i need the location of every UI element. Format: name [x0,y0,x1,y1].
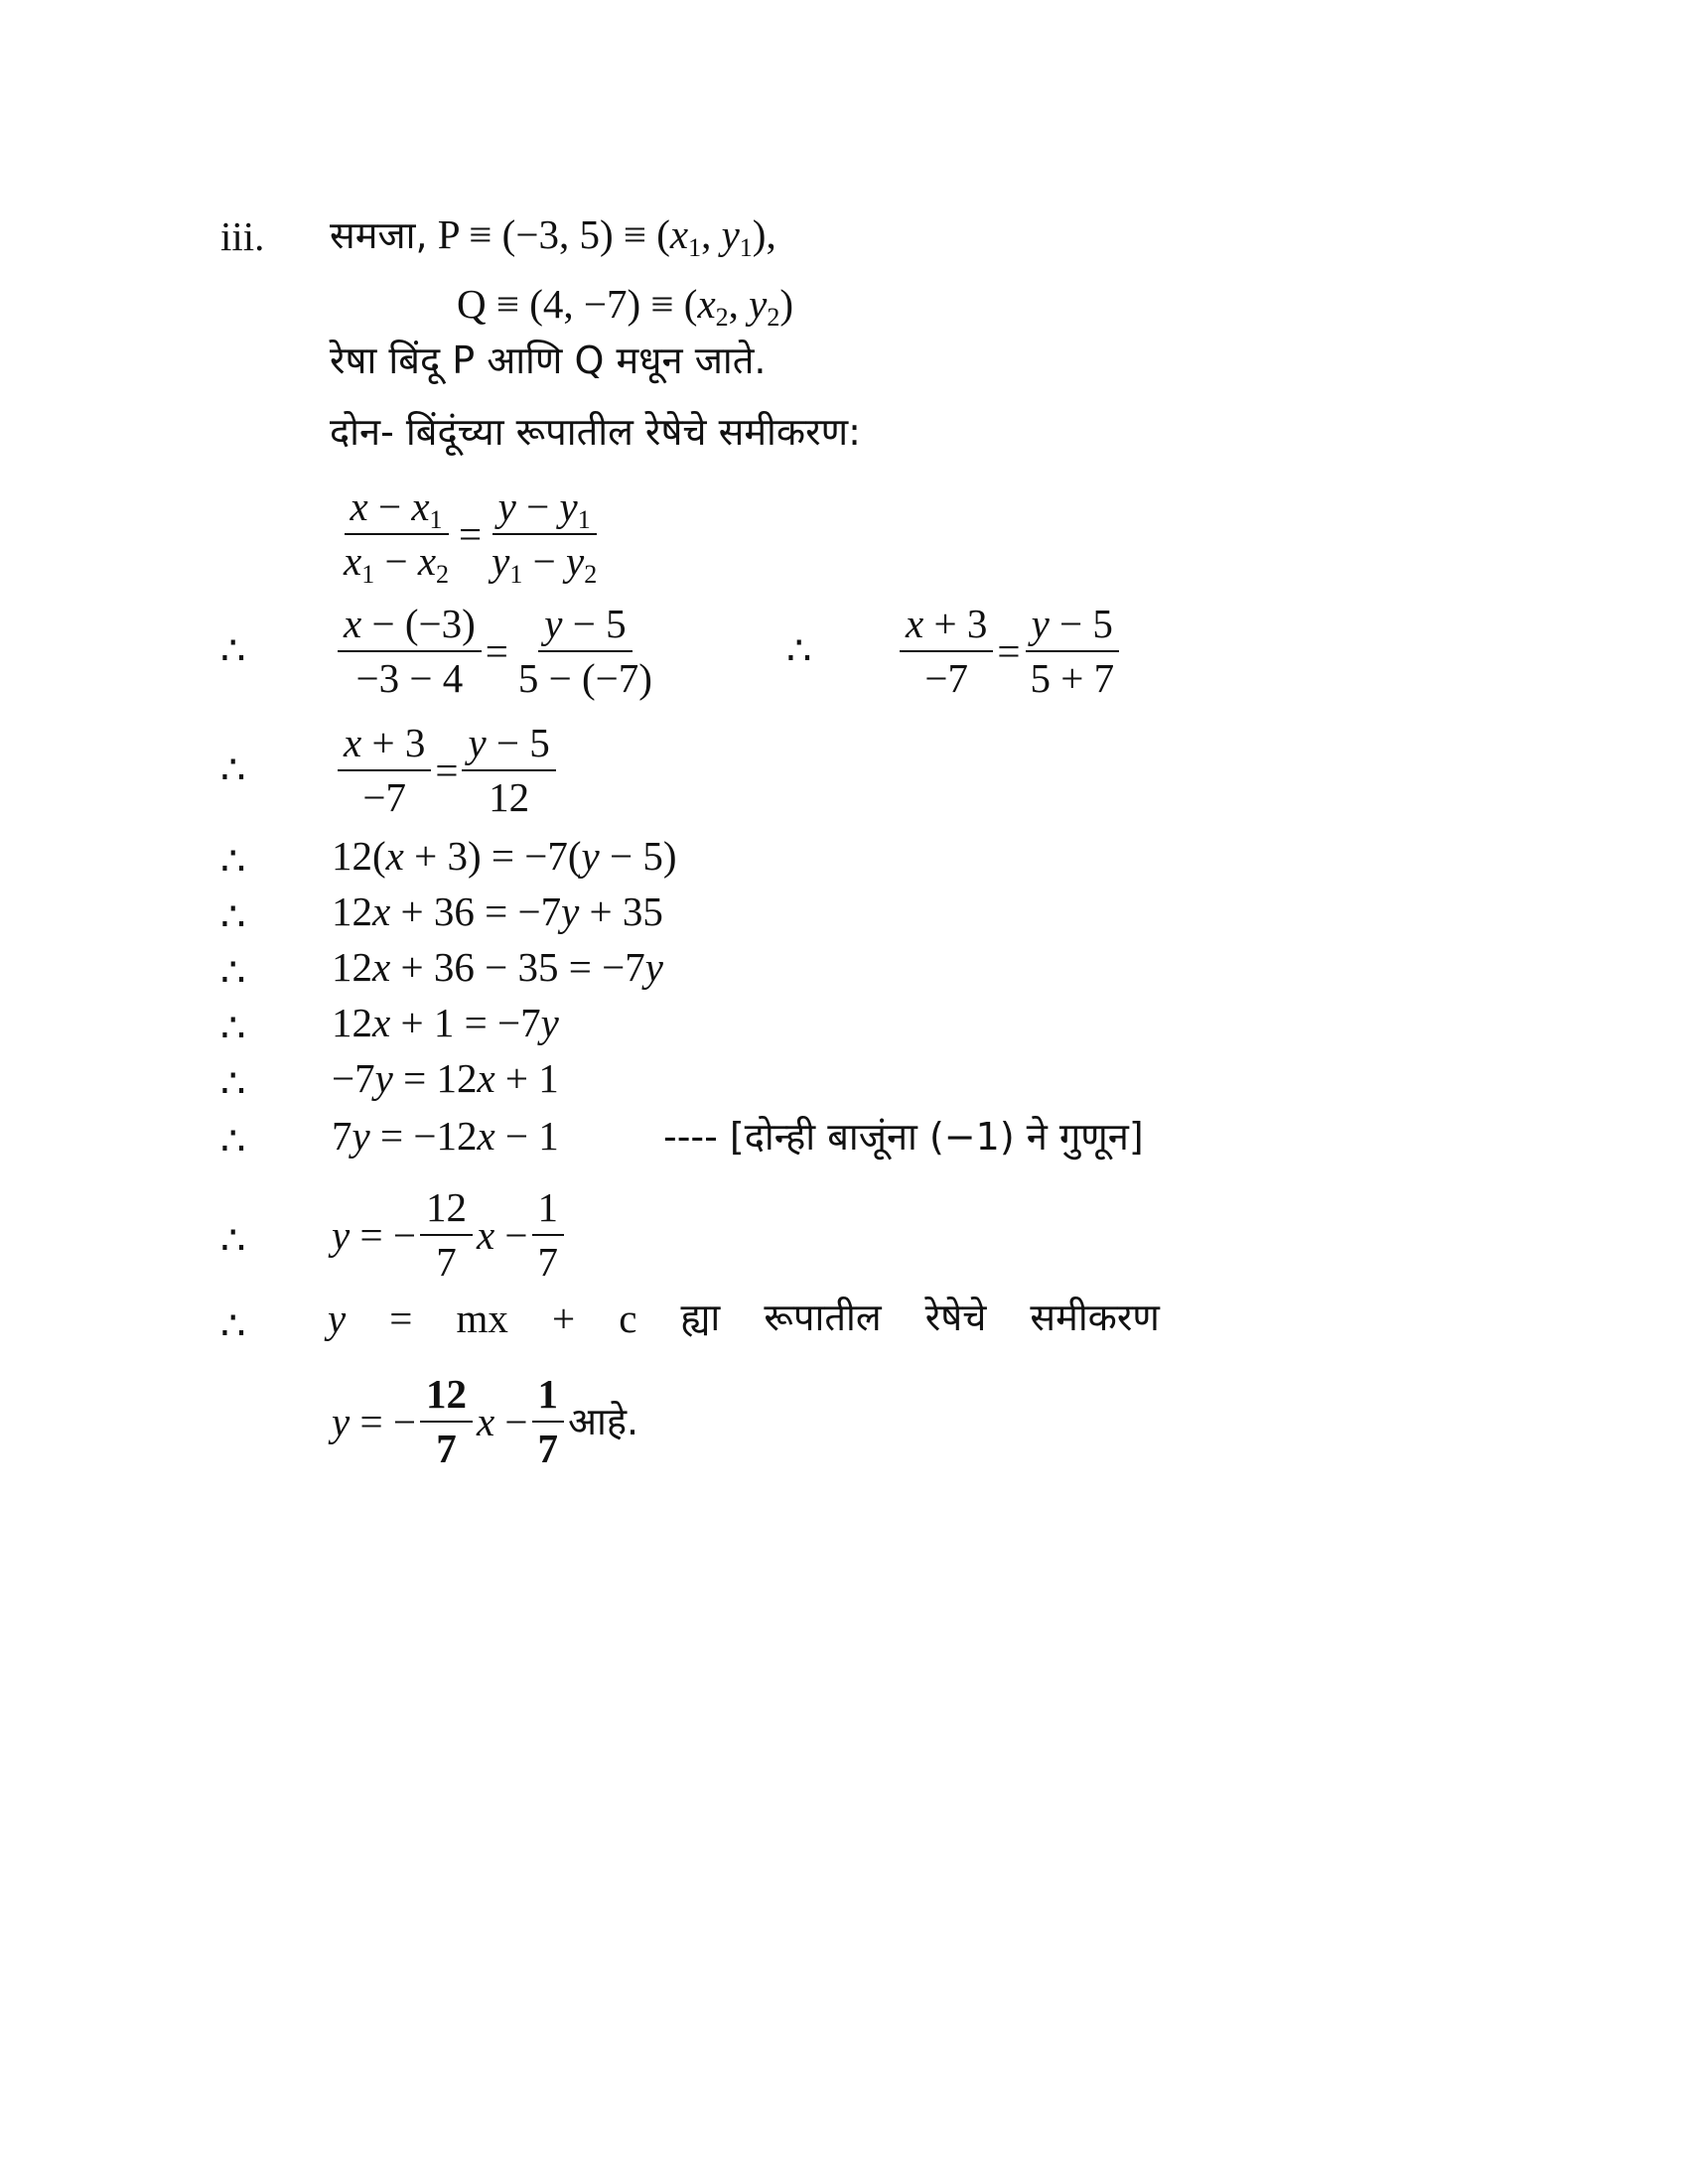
conclusion-word: c [619,1296,637,1341]
two-point-form-title: दोन- बिंदूंच्या रूपातील रेषेचे समीकरण: [330,410,861,454]
therefore-symbol: ∴ [220,1119,246,1163]
step2-equation: $\frac{x + 3}{-7}$ = $\frac{y - 5}{12}$ [338,723,556,818]
step7-equation: −7y = 12x + 1 [332,1055,559,1101]
conclusion-word: रूपातील [764,1296,882,1339]
conclusion-word: y [328,1296,347,1341]
step5-equation: 12x + 36 − 35 = −7y [332,944,663,990]
formula-rhs-fraction: $\frac{y - y_1}{y_1 - y_2}$ [492,483,598,589]
formula-lhs-fraction: $\frac{x - x_1}{x_1 - x_2}$ [344,483,450,589]
therefore-symbol: ∴ [220,748,246,792]
conclusion-line [328,1298,1160,1339]
point-q-definition: Q ≡ (4, $-7) \equiv (x_2$, $y_2$) [457,281,793,332]
conclusion-word: + [552,1296,576,1341]
step4-equation: 12x + 36 = −7y + 35 [332,888,663,934]
step8-equation: 7y = −12x − 1 [332,1113,559,1159]
problem-label: iii. [220,213,265,259]
two-point-formula: $\frac{x - x_1}{x_1 - x_2}$ = $\frac{y - y_1}{y_1 - y_2}$ [338,486,603,582]
conclusion-word: = [389,1296,413,1341]
final-tail: आहे. [568,1400,639,1443]
conclusion-word: ह्या [680,1296,721,1339]
therefore-symbol: ∴ [220,1303,246,1348]
conclusion-word: रेषेचे [924,1296,987,1339]
final-equation: y = − $\frac{12}{7}$ x − $\frac{1}{7}$ आहे. [332,1371,639,1471]
step1b-equation: $\frac{x + 3}{-7}$ = $\frac{y - 5}{5 + 7}$ [900,604,1120,699]
let-word: समजा, [330,213,428,257]
conclusion-word: mx [456,1296,508,1341]
conclusion-word: समीकरण [1030,1296,1160,1339]
step9-equation: y = − $\frac{12}{7}$ x − $\frac{1}{7}$ [328,1187,564,1283]
step1-equation: $\frac{x - (-3)}{-3 - 4}$ = $\frac{y - 5}{5 - (-7)}$ [338,604,658,699]
therefore-symbol: ∴ [220,950,246,995]
therefore-symbol: ∴ [220,1006,246,1050]
step6-equation: 12x + 1 = −7y [332,1000,559,1045]
line-passes-text: रेषा बिंदू P आणि Q मधून जाते. [330,339,767,382]
let-line [330,211,776,262]
step8-note: ---- [दोन्ही बाजूंना (−1) ने गुणून] [663,1115,1144,1159]
therefore-symbol: ∴ [220,628,246,673]
therefore-symbol: ∴ [220,839,246,884]
therefore-symbol: ∴ [220,1218,246,1263]
therefore-symbol: ∴ [220,1061,246,1106]
step3-equation: 12(x + 3) = −7(y − 5) [332,833,677,879]
therefore-symbol: ∴ [786,628,812,673]
therefore-symbol: ∴ [220,894,246,939]
point-p-definition: P ≡ (−3, $5) \equiv (x_1$, $y_1$), [437,211,776,262]
